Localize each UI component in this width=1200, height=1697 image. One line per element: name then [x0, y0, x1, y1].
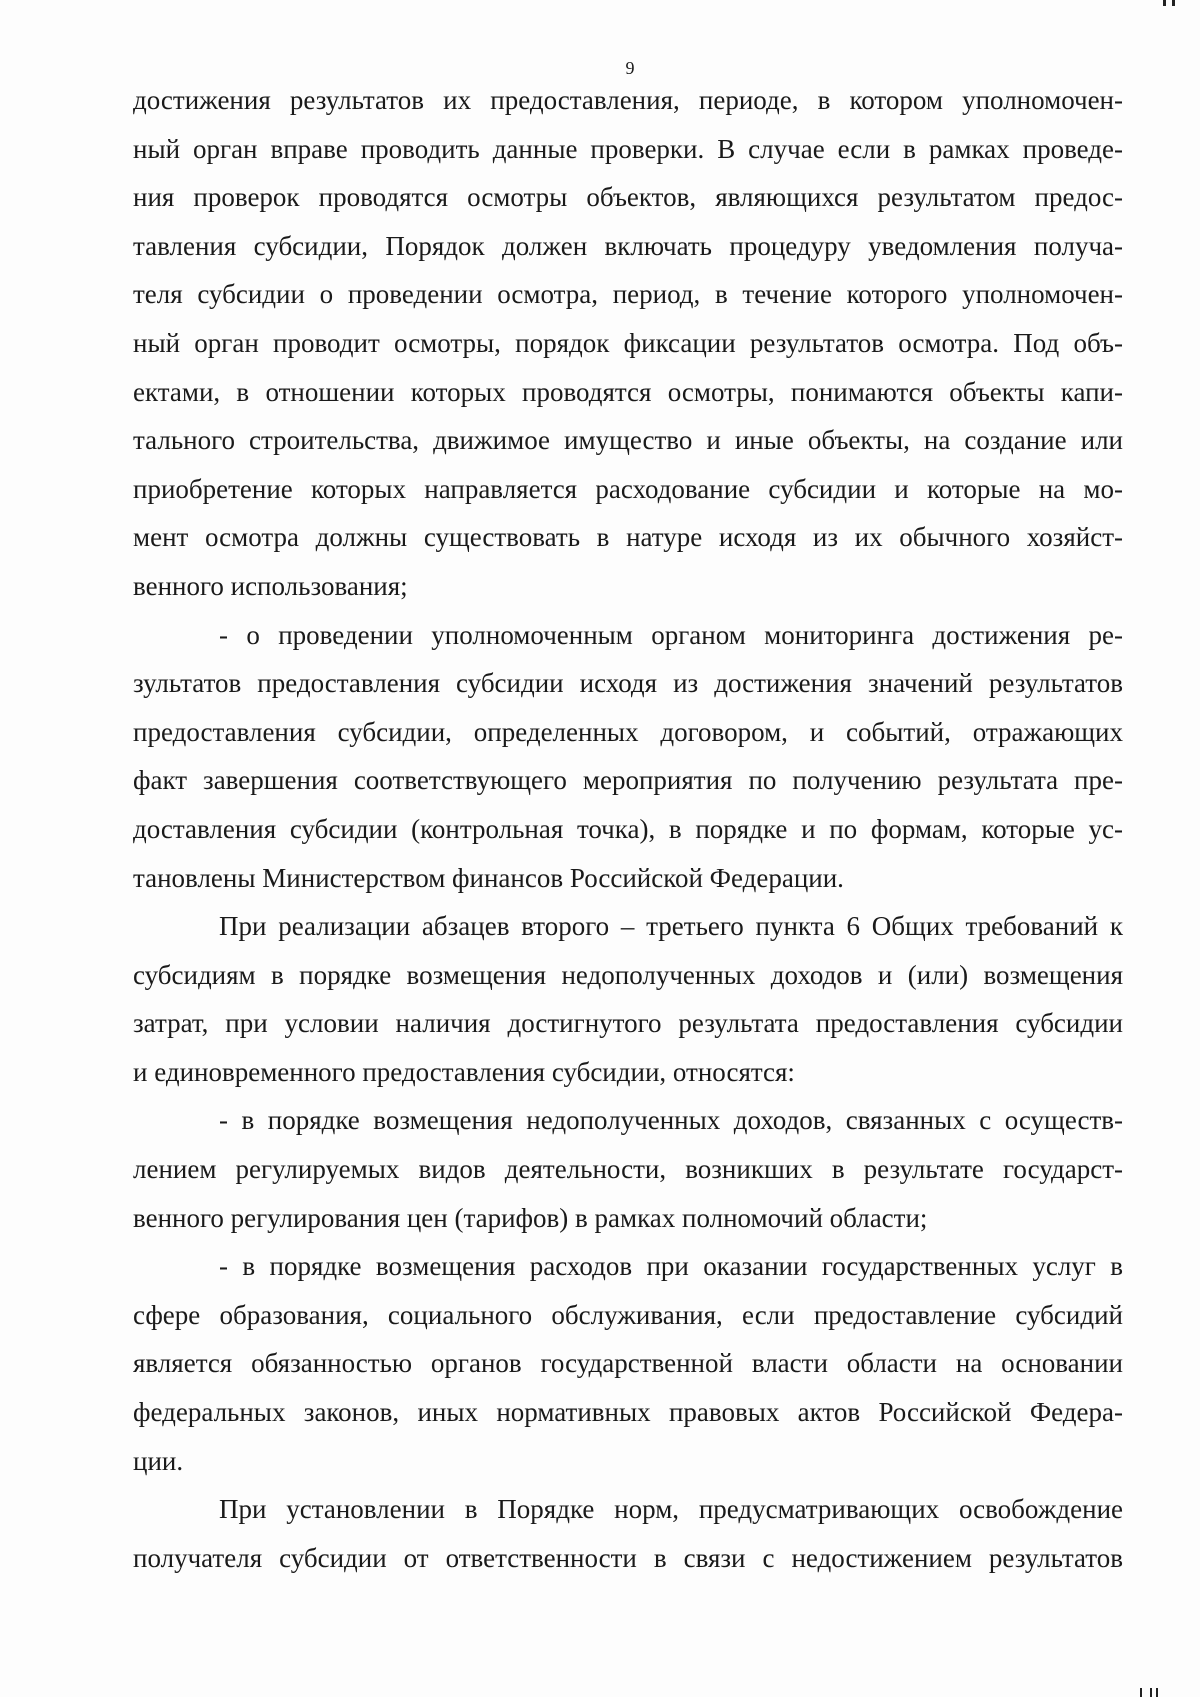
text-line: лением регулируемых видов деятельности, возникших в результате государст- — [133, 1154, 1123, 1185]
text-line: При реализации абзацев второго – третьего пункта 6 Общих требований к — [219, 911, 1123, 942]
text-line: предоставления субсидии, определенных договором, и событий, отражающих — [133, 716, 1123, 747]
text-line: При установлении в Порядке норм, предусматривающих освобождение — [219, 1494, 1123, 1525]
text-line: и единовременного предоставления субсидии, относятся: — [133, 1056, 795, 1087]
text-line: зультатов предоставления субсидии исходя из достижения значений результатов — [133, 668, 1123, 699]
paragraph-1 — [133, 76, 1123, 611]
text-line: является обязанностью органов государственной власти области на основании — [133, 1348, 1123, 1379]
text-line: тального строительства, движимое имущество и иные объекты, на создание или — [133, 425, 1123, 456]
text-line: приобретение которых направляется расходование субсидии и которые на мо- — [133, 473, 1123, 504]
scan-artifact — [1150, 1688, 1152, 1697]
text-line: венного использования; — [133, 570, 408, 601]
text-line: мент осмотра должны существовать в натуре исходя из их обычного хозяйст- — [133, 522, 1123, 553]
paragraph-6 — [133, 1485, 1123, 1582]
scan-artifact — [1163, 0, 1166, 6]
text-line: тавления субсидии, Порядок должен включать процедуру уведомления получа- — [133, 230, 1123, 261]
text-line: затрат, при условии наличия достигнутого результата предоставления субсидии — [133, 1008, 1123, 1039]
paragraph-5 — [133, 1242, 1123, 1485]
scan-artifact — [1156, 1688, 1158, 1697]
text-line: факт завершения соответствующего мероприятия по получению результата пре- — [133, 765, 1123, 796]
scan-artifact — [1140, 1688, 1142, 1697]
text-line: - в порядке возмещения недополученных доходов, связанных с осуществ- — [219, 1105, 1123, 1136]
text-line: получателя субсидии от ответственности в связи с недостижением результатов — [133, 1542, 1123, 1573]
text-line: субсидиям в порядке возмещения недополученных доходов и (или) возмещения — [133, 959, 1123, 990]
text-line: ный орган проводит осмотры, порядок фиксации результатов осмотра. Под объ- — [133, 327, 1123, 358]
text-line: теля субсидии о проведении осмотра, период, в течение которого уполномочен- — [133, 279, 1123, 310]
text-line: федеральных законов, иных нормативных правовых актов Российской Федера- — [133, 1397, 1123, 1428]
text-line: - о проведении уполномоченным органом мониторинга достижения ре- — [219, 619, 1123, 650]
scan-artifact — [1172, 0, 1175, 6]
text-line: ектами, в отношении которых проводятся осмотры, понимаются объекты капи- — [133, 376, 1123, 407]
document-body — [133, 76, 1123, 1582]
text-line: ции. — [133, 1445, 184, 1476]
text-line: ный орган вправе проводить данные проверки. В случае если в рамках проведе- — [133, 133, 1123, 164]
paragraph-4 — [133, 1096, 1123, 1242]
text-line: венного регулирования цен (тарифов) в рамках полномочий области; — [133, 1202, 928, 1233]
text-line: достижения результатов их предоставления, периоде, в котором уполномочен- — [133, 85, 1123, 115]
text-line: ния проверок проводятся осмотры объектов, являющихся результатом предос- — [133, 182, 1123, 213]
text-line: сфере образования, социального обслуживания, если предоставление субсидий — [133, 1299, 1123, 1330]
paragraph-2 — [133, 611, 1123, 903]
paragraph-3 — [133, 902, 1123, 1096]
text-line: - в порядке возмещения расходов при оказании государственных услуг в — [219, 1251, 1123, 1282]
page-number: 9 — [625, 58, 635, 78]
text-line: доставления субсидии (контрольная точка), в порядке и по формам, которые ус- — [133, 813, 1123, 844]
text-line: тановлены Министерством финансов Российской Федерации. — [133, 862, 844, 893]
